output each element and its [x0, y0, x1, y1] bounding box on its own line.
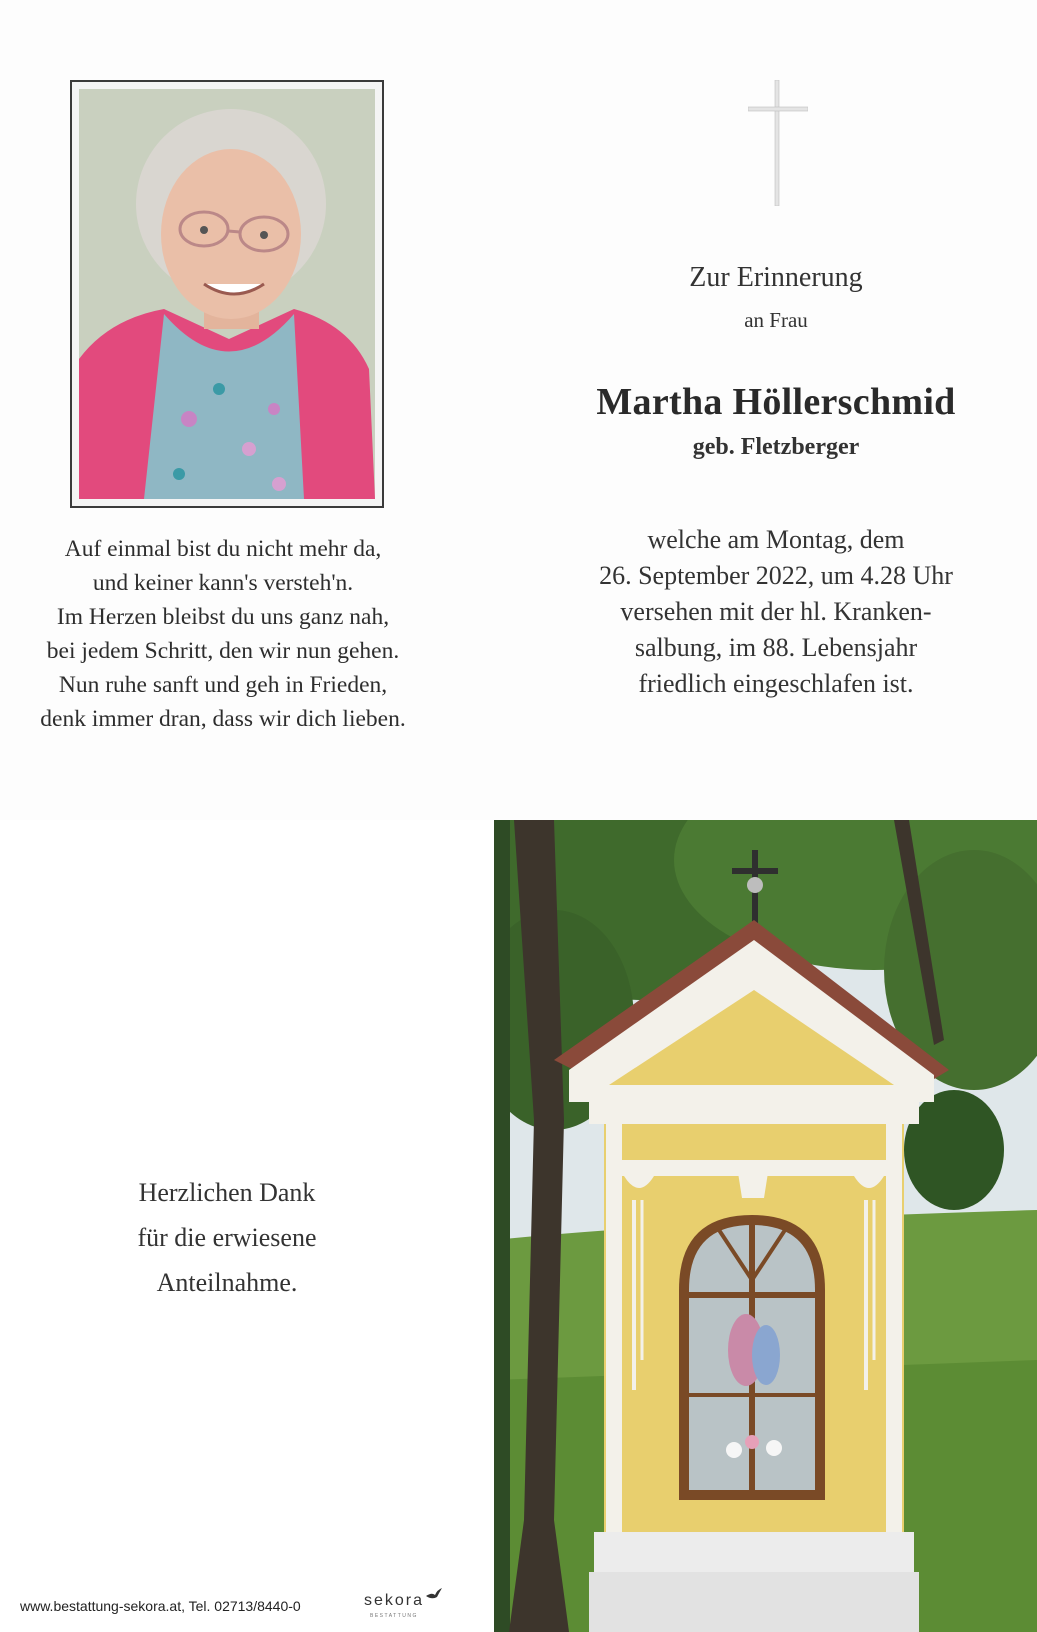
portrait-photo	[79, 89, 375, 499]
notice-line: 26. September 2022, um 4.28 Uhr	[599, 561, 953, 590]
portrait-frame	[70, 80, 384, 508]
poem-line: Im Herzen bleibst du uns ganz nah,	[56, 604, 390, 630]
thanks-message	[0, 1170, 454, 1305]
poem-line: Auf einmal bist du nicht mehr da,	[64, 536, 382, 562]
deceased-name: Martha Höllerschmid	[596, 381, 956, 423]
subheading: an Frau	[744, 308, 808, 332]
chapel-photo-panel	[494, 820, 1037, 1632]
footer-contact: www.bestattung-sekora.at, Tel. 02713/8440-0	[20, 1598, 301, 1614]
bird-icon	[426, 1588, 442, 1600]
poem-line: bei jedem Schritt, den wir nun gehen.	[46, 638, 400, 664]
heading: Zur Erinnerung	[689, 262, 863, 293]
thanks-line: Herzlichen Dank	[138, 1178, 316, 1207]
chapel-photo	[494, 820, 1037, 1632]
poem-line: Nun ruhe sanft und geh in Frieden,	[58, 672, 388, 698]
notice-line: versehen mit der hl. Kranken-	[620, 597, 932, 626]
poem-line: denk immer dran, dass wir dich lieben.	[40, 706, 406, 732]
death-notice	[556, 522, 996, 702]
thanks-line: Anteilnahme.	[156, 1268, 298, 1297]
poem	[0, 532, 446, 736]
brand-logo-subtext: BESTATTUNG	[370, 1613, 418, 1619]
maiden-name: geb. Fletzberger	[692, 434, 860, 460]
notice-line: friedlich eingeschlafen ist.	[638, 669, 914, 698]
cross-icon	[748, 80, 808, 206]
notice-line: salbung, im 88. Lebensjahr	[634, 633, 918, 662]
brand-logo: sekora	[364, 1592, 425, 1609]
poem-line: und keiner kann's versteh'n.	[92, 570, 354, 596]
thanks-line: für die erwiesene	[137, 1223, 317, 1252]
notice-line: welche am Montag, dem	[647, 525, 905, 554]
